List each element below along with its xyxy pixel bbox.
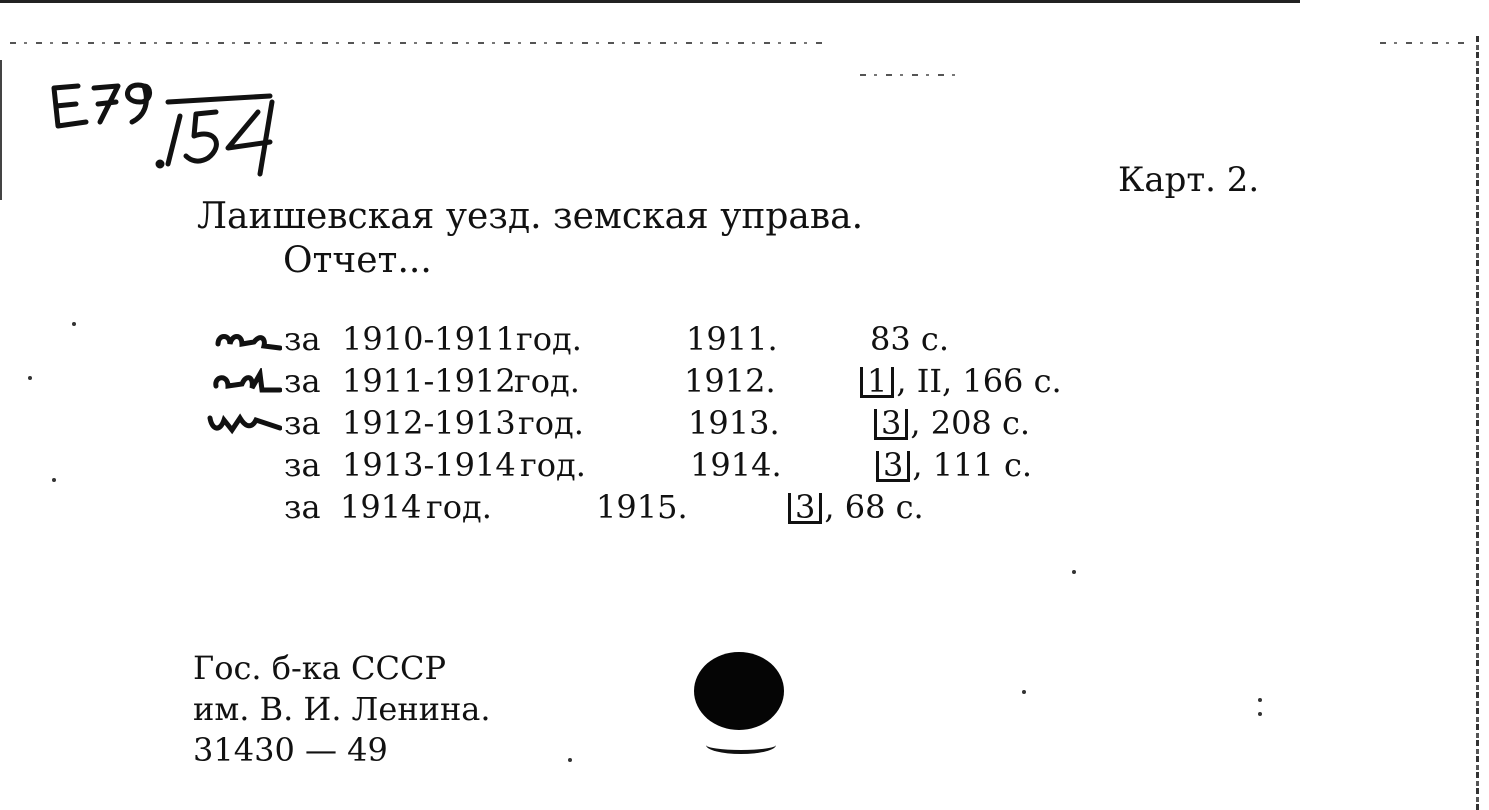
scan-speck <box>1022 690 1026 694</box>
entry-unnumbered-pages: 3 <box>874 409 908 440</box>
entry-unnumbered-pages: 3 <box>876 451 910 482</box>
entry-pub-year: 1911. <box>686 320 778 358</box>
entry-pub-year: 1915. <box>596 488 688 526</box>
card-number: Карт. 2. <box>1118 160 1260 200</box>
card-subtitle: Отчет... <box>283 240 432 281</box>
entry-pages: , 68 с. <box>824 488 924 526</box>
entry-pages: , II, 166 с. <box>896 362 1062 400</box>
entry-unit: год. <box>520 446 586 484</box>
punch-hole-shadow <box>706 736 776 754</box>
entry-pub-year: 1914. <box>690 446 782 484</box>
scan-speck <box>1258 712 1262 716</box>
library-name: Гос. б-ка СССР <box>193 649 447 687</box>
entry-pub-year: 1912. <box>684 362 776 400</box>
entry-unnumbered-pages: 3 <box>788 493 822 524</box>
scan-speck <box>568 758 572 762</box>
entry-period: за <box>284 404 321 442</box>
scan-noise-line <box>860 74 960 76</box>
scan-speck <box>1072 570 1076 574</box>
entry-years: 1911-1912 <box>342 362 516 400</box>
scan-noise-line <box>1380 42 1470 44</box>
entry-years: 1914 <box>340 488 422 526</box>
card-punch-hole <box>694 652 784 730</box>
entry-pages: 83 с. <box>870 320 949 358</box>
scan-noise-line <box>10 42 830 44</box>
entry-period: за <box>284 488 321 526</box>
entry-period: за <box>284 446 321 484</box>
entry-unit: год. <box>514 362 580 400</box>
scan-speck <box>1258 698 1262 702</box>
entry-row <box>0 446 1300 486</box>
library-imprint <box>193 648 491 771</box>
card-title: Лаишевская уезд. земская управа. <box>197 196 864 237</box>
entry-row <box>0 362 1300 402</box>
entry-row <box>0 404 1300 444</box>
entry-row <box>0 488 1300 528</box>
card-left-edge <box>0 60 2 200</box>
entry-unit: год. <box>516 320 582 358</box>
handwritten-mark-icon <box>212 368 282 394</box>
entry-pages-group <box>874 404 1030 442</box>
entry-pages-group <box>860 362 1062 400</box>
card-top-border <box>0 0 1300 3</box>
card-print-number: 31430 — 49 <box>193 731 388 769</box>
entry-pub-year: 1913. <box>688 404 780 442</box>
entry-unit: год. <box>426 488 492 526</box>
entry-pages-group <box>876 446 1032 484</box>
entry-pages: , 208 с. <box>910 404 1031 442</box>
card-right-edge <box>1476 36 1479 810</box>
entry-unit: год. <box>518 404 584 442</box>
entry-years: 1910-1911 <box>342 320 516 358</box>
entry-pages: , 111 с. <box>912 446 1033 484</box>
entry-row <box>0 320 1300 360</box>
handwritten-mark-icon <box>214 326 282 352</box>
handwritten-mark-icon <box>206 410 282 436</box>
entry-unnumbered-pages: 1 <box>860 367 894 398</box>
entry-period: за <box>284 362 321 400</box>
entry-pages-group <box>788 488 924 526</box>
handwritten-call-number <box>48 72 308 182</box>
entry-years: 1912-1913 <box>342 404 516 442</box>
entry-years: 1913-1914 <box>342 446 516 484</box>
library-dedication: им. В. И. Ленина. <box>193 690 491 728</box>
entry-period: за <box>284 320 321 358</box>
